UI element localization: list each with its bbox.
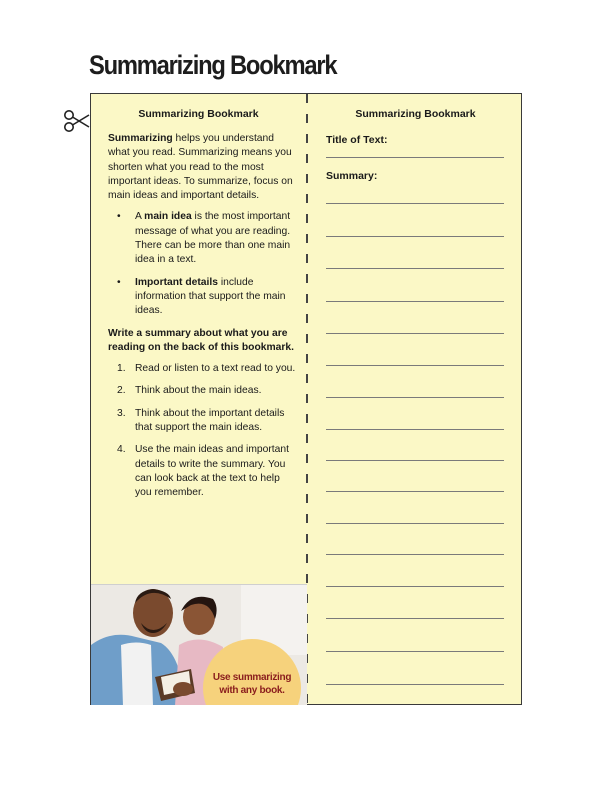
- step-text: Use the main ideas and important details to write the summary. You can look back at the text to help you remember.: [135, 444, 289, 499]
- bullet-rest: include information that support the main ideas.: [135, 276, 286, 317]
- summary-line[interactable]: [326, 365, 504, 366]
- summary-line[interactable]: [326, 651, 504, 652]
- intro-bold: Summarizing: [108, 133, 173, 144]
- bookmark-back: [309, 94, 522, 704]
- steps-list: [108, 362, 296, 500]
- summary-line[interactable]: [326, 203, 504, 204]
- bullet-pre: A: [135, 211, 145, 223]
- list-item: [108, 384, 296, 398]
- list-item: • A main idea is the most important message of what you are reading. There can be more than one main idea in a text.: [117, 211, 291, 266]
- front-body: [108, 132, 296, 509]
- summary-line[interactable]: [326, 236, 504, 237]
- bullet-bold: Important details: [135, 276, 218, 288]
- summary-line[interactable]: [326, 554, 504, 555]
- list-item: [108, 407, 296, 436]
- bookmark-sheet: [90, 93, 522, 705]
- list-item: [108, 443, 296, 500]
- title-line[interactable]: [326, 157, 504, 158]
- summary-line[interactable]: [326, 684, 504, 685]
- page-title: Summarizing Bookmark: [89, 50, 337, 80]
- step-number: 1.: [117, 363, 126, 375]
- summary-line[interactable]: [326, 460, 504, 461]
- bullet-rest: is the most important message of what you are reading. There can be more than one main idea in a text.: [135, 211, 291, 266]
- badge-text: Use summarizing with any book.: [212, 672, 292, 696]
- step-text: Read or listen to a text read to you.: [135, 363, 296, 375]
- list-item: [108, 362, 296, 376]
- intro-paragraph: [108, 132, 296, 203]
- scissors-icon: [62, 106, 90, 136]
- bullet-bold: main idea: [144, 211, 192, 223]
- back-heading: Summarizing Bookmark: [355, 108, 476, 120]
- step-number: 2.: [117, 385, 126, 397]
- step-text: Think about the main ideas.: [135, 385, 262, 397]
- intro-rest: helps you understand what you read. Summarizing means you shorten what you read to the most important ideas. To summarize, focus on main ideas and important details.: [108, 133, 293, 202]
- summary-line[interactable]: [326, 301, 504, 302]
- summary-line[interactable]: [326, 523, 504, 524]
- summary-line[interactable]: [326, 268, 504, 269]
- step-text: Think about the important details that support the main ideas.: [135, 407, 285, 434]
- step-number: 4.: [117, 444, 126, 456]
- summary-line[interactable]: [326, 618, 504, 619]
- summary-line[interactable]: [326, 429, 504, 430]
- summary-line[interactable]: [326, 586, 504, 587]
- summary-line[interactable]: [326, 333, 504, 334]
- front-heading: Summarizing Bookmark: [138, 108, 259, 120]
- title-label: Title of Text:: [326, 134, 388, 146]
- bullet-list: [108, 210, 296, 318]
- step-number: 3.: [117, 407, 126, 419]
- list-item: • Important details include information that support the main ideas.: [117, 276, 286, 317]
- summary-line[interactable]: [326, 491, 504, 492]
- instruction: Write a summary about what you are reading on the back of this bookmark.: [108, 327, 294, 353]
- summary-line[interactable]: [326, 397, 504, 398]
- summary-label: Summary:: [326, 170, 378, 182]
- reading-photo: [91, 584, 307, 705]
